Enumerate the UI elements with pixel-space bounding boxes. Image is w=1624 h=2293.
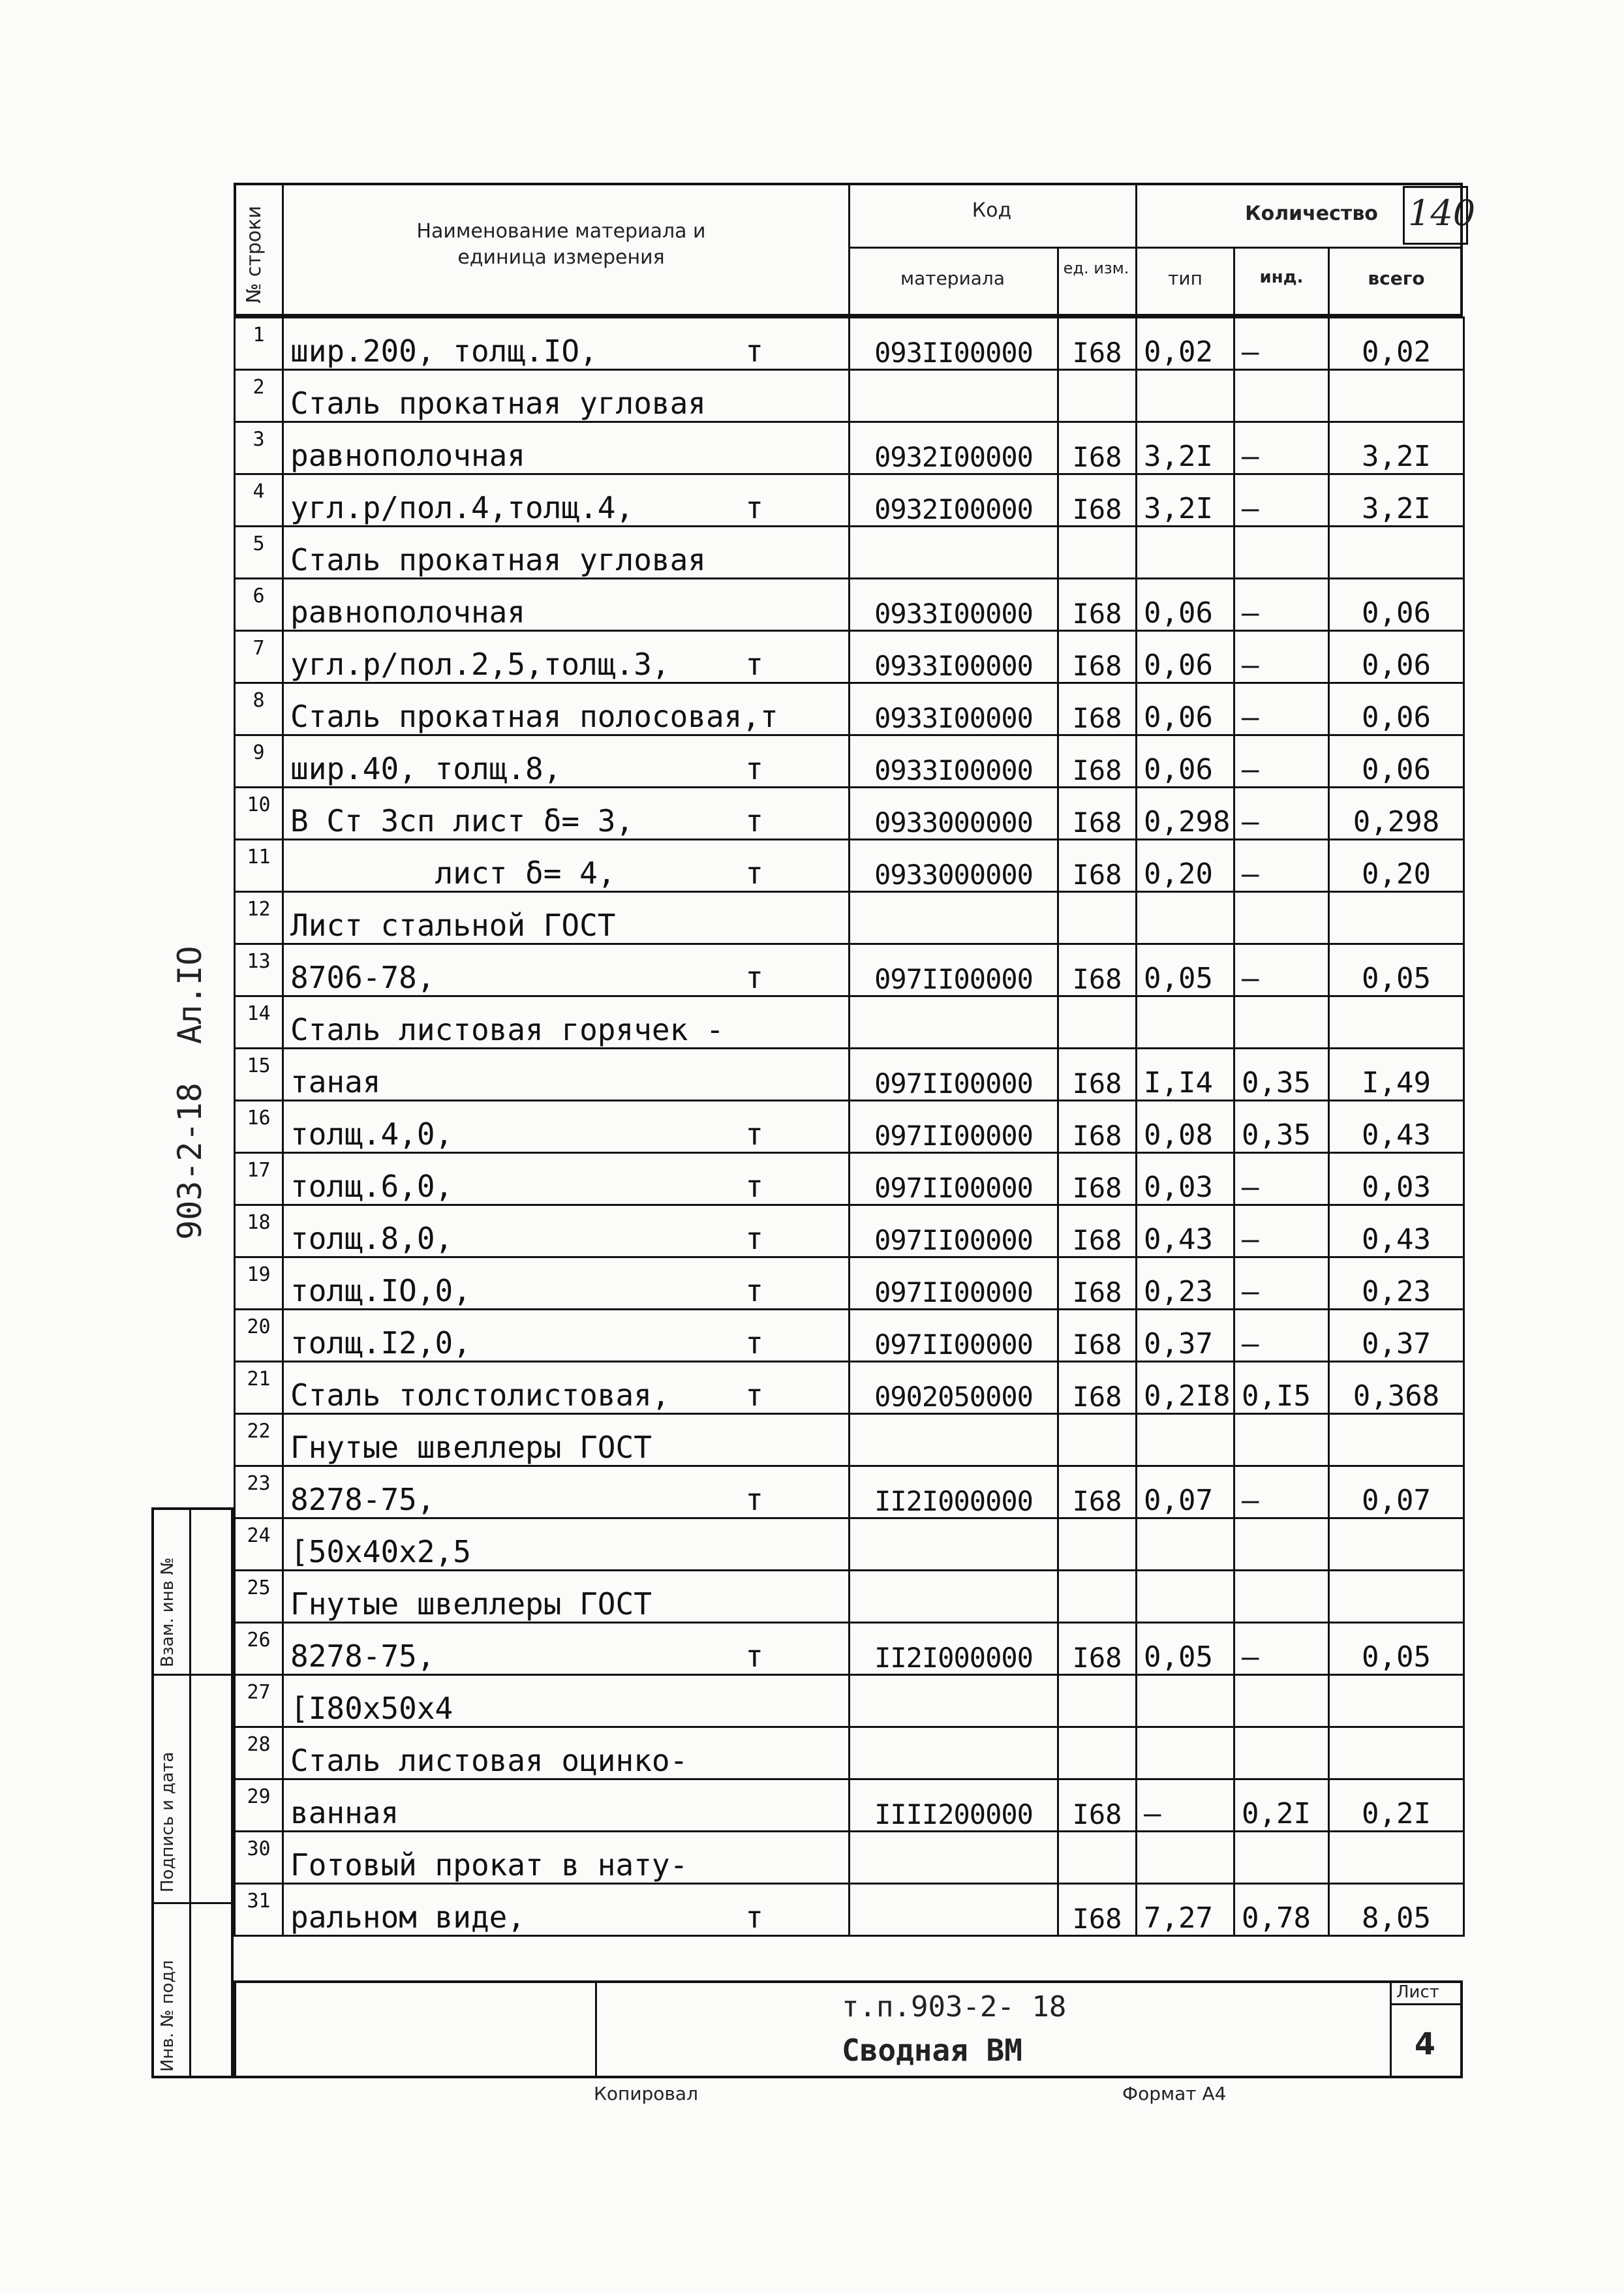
qty-type — [1137, 892, 1234, 944]
material-name: толщ.IO,0, т — [283, 1257, 850, 1310]
qty-type: 0,06 — [1137, 735, 1234, 788]
row-number: 14 — [235, 996, 283, 1049]
qty-total: 0,06 — [1329, 735, 1464, 788]
table-row — [235, 1310, 1464, 1362]
material-code: 097II00000 — [850, 1310, 1058, 1362]
qty-type: 0,08 — [1137, 1101, 1234, 1153]
table-row — [235, 1779, 1464, 1832]
qty-total: 0,02 — [1329, 318, 1464, 370]
row-number: 31 — [235, 1884, 283, 1936]
qty-indiv: – — [1234, 474, 1329, 527]
qty-indiv: 0,2I — [1234, 1779, 1329, 1832]
row-number: 20 — [235, 1310, 283, 1362]
unit-mark: т — [745, 1116, 763, 1152]
qty-type: 0,37 — [1137, 1310, 1234, 1362]
total-header: всего — [1368, 268, 1425, 289]
unit-code — [1058, 996, 1137, 1049]
qty-type: – — [1137, 1779, 1234, 1832]
qty-indiv — [1234, 1675, 1329, 1727]
material-code: 093II00000 — [850, 318, 1058, 370]
material-name: толщ.6,0, т — [283, 1153, 850, 1205]
unit-header: ед. изм. — [1063, 259, 1129, 277]
unit-code — [1058, 1518, 1137, 1571]
qty-type: 0,05 — [1137, 944, 1234, 996]
material-name: равнополочная — [283, 579, 850, 631]
inv-no-label: Инв. № подл — [158, 1960, 177, 2072]
quantity-header: Количество — [1245, 202, 1378, 225]
qty-type — [1137, 1832, 1234, 1884]
code-header: Код — [972, 199, 1012, 222]
material-code — [850, 892, 1058, 944]
row-number: 9 — [235, 735, 283, 788]
qty-indiv — [1234, 996, 1329, 1049]
qty-total: 0,20 — [1329, 840, 1464, 892]
unit-code: I68 — [1058, 474, 1137, 527]
row-number: 25 — [235, 1571, 283, 1623]
unit-mark: т — [745, 490, 763, 525]
qty-type — [1137, 1518, 1234, 1571]
row-number: 17 — [235, 1153, 283, 1205]
table-row — [235, 683, 1464, 735]
name-header: Наименование материала и единица измерения — [416, 220, 706, 269]
project-code: т.п.903-2- 18 — [842, 1990, 1067, 2024]
material-name: Сталь прокатная угловая — [283, 370, 850, 422]
material-code: II2I000000 — [850, 1466, 1058, 1518]
row-number: 6 — [235, 579, 283, 631]
format-label: Формат А4 — [1122, 2083, 1227, 2104]
material-name: Сталь листовая горячек - — [283, 996, 850, 1049]
material-name: равнополочная — [283, 422, 850, 474]
qty-total: 0,23 — [1329, 1257, 1464, 1310]
row-number: 3 — [235, 422, 283, 474]
table-row — [235, 840, 1464, 892]
row-number: 27 — [235, 1675, 283, 1727]
unit-mark: т — [745, 1221, 763, 1256]
row-number: 18 — [235, 1205, 283, 1257]
qty-indiv: 0,35 — [1234, 1049, 1329, 1101]
qty-indiv: – — [1234, 1257, 1329, 1310]
indiv-header: инд. — [1259, 268, 1304, 287]
qty-indiv: – — [1234, 631, 1329, 683]
row-number: 26 — [235, 1623, 283, 1675]
row-number: 12 — [235, 892, 283, 944]
row-number: 29 — [235, 1779, 283, 1832]
qty-type — [1137, 1675, 1234, 1727]
qty-indiv — [1234, 1571, 1329, 1623]
material-code: 0932I00000 — [850, 474, 1058, 527]
unit-mark: т — [745, 855, 763, 891]
table-row — [235, 1884, 1464, 1936]
material-code — [850, 996, 1058, 1049]
material-code — [850, 370, 1058, 422]
table-row — [235, 422, 1464, 474]
qty-type: 0,06 — [1137, 631, 1234, 683]
material-code: 097II00000 — [850, 1257, 1058, 1310]
doc-code-vertical: 903-2-18 — [171, 1083, 209, 1240]
qty-total: 0,05 — [1329, 1623, 1464, 1675]
qty-type: 3,2I — [1137, 422, 1234, 474]
material-code: 0933I00000 — [850, 579, 1058, 631]
unit-code: I68 — [1058, 1466, 1137, 1518]
row-number: 7 — [235, 631, 283, 683]
qty-indiv — [1234, 370, 1329, 422]
row-number-header: № строки — [243, 206, 266, 303]
qty-total — [1329, 1675, 1464, 1727]
material-name: Сталь толстолистовая, т — [283, 1362, 850, 1414]
material-code: 0933I00000 — [850, 631, 1058, 683]
table-row — [235, 579, 1464, 631]
qty-type: 3,2I — [1137, 474, 1234, 527]
qty-type — [1137, 1727, 1234, 1779]
material-name: Готовый прокат в нату- — [283, 1832, 850, 1884]
qty-indiv: – — [1234, 944, 1329, 996]
qty-total — [1329, 1571, 1464, 1623]
qty-total: 0,06 — [1329, 631, 1464, 683]
table-row — [235, 527, 1464, 579]
unit-code — [1058, 1727, 1137, 1779]
qty-type: 0,43 — [1137, 1205, 1234, 1257]
unit-mark: т — [745, 803, 763, 839]
row-number: 28 — [235, 1727, 283, 1779]
material-name: угл.р/пол.4,толщ.4, т — [283, 474, 850, 527]
material-code: 0933000000 — [850, 788, 1058, 840]
qty-total: 0,37 — [1329, 1310, 1464, 1362]
unit-code: I68 — [1058, 1101, 1137, 1153]
unit-code: I68 — [1058, 1257, 1137, 1310]
qty-total — [1329, 996, 1464, 1049]
material-code — [850, 1884, 1058, 1936]
material-code: II2I000000 — [850, 1623, 1058, 1675]
table-row — [235, 892, 1464, 944]
unit-code — [1058, 1675, 1137, 1727]
table-row — [235, 1727, 1464, 1779]
unit-mark: т — [745, 1377, 763, 1413]
table-row — [235, 1414, 1464, 1466]
qty-type: 0,02 — [1137, 318, 1234, 370]
qty-total: 0,07 — [1329, 1466, 1464, 1518]
qty-indiv: – — [1234, 735, 1329, 788]
material-name: таная — [283, 1049, 850, 1101]
qty-total: 0,368 — [1329, 1362, 1464, 1414]
material-name: В Ст 3сп лист δ= 3, т — [283, 788, 850, 840]
unit-code — [1058, 1414, 1137, 1466]
material-header: материала — [900, 268, 1005, 289]
row-number: 8 — [235, 683, 283, 735]
qty-indiv: 0,35 — [1234, 1101, 1329, 1153]
unit-code — [1058, 892, 1137, 944]
replace-inv-label: Взам. инв № — [158, 1557, 177, 1667]
qty-type — [1137, 1571, 1234, 1623]
material-code: 097II00000 — [850, 1205, 1058, 1257]
table-row — [235, 1571, 1464, 1623]
material-name: 8278-75, т — [283, 1466, 850, 1518]
unit-code: I68 — [1058, 1623, 1137, 1675]
unit-mark: т — [745, 1900, 763, 1935]
row-number: 4 — [235, 474, 283, 527]
material-code: 097II00000 — [850, 1153, 1058, 1205]
material-code — [850, 1832, 1058, 1884]
qty-type: 0,298 — [1137, 788, 1234, 840]
qty-indiv: – — [1234, 683, 1329, 735]
qty-total: I,49 — [1329, 1049, 1464, 1101]
qty-total: 0,06 — [1329, 683, 1464, 735]
table-row — [235, 1832, 1464, 1884]
material-name: толщ.I2,0, т — [283, 1310, 850, 1362]
unit-mark: т — [745, 1325, 763, 1361]
unit-code: I68 — [1058, 1310, 1137, 1362]
qty-type: 0,03 — [1137, 1153, 1234, 1205]
qty-total: 3,2I — [1329, 422, 1464, 474]
row-number: 30 — [235, 1832, 283, 1884]
material-name: Сталь прокатная угловая — [283, 527, 850, 579]
sheet-number: 4 — [1415, 2026, 1436, 2061]
material-code — [850, 1414, 1058, 1466]
unit-code: I68 — [1058, 318, 1137, 370]
material-code — [850, 1518, 1058, 1571]
qty-total: 0,2I — [1329, 1779, 1464, 1832]
qty-indiv: – — [1234, 1153, 1329, 1205]
qty-total: 0,06 — [1329, 579, 1464, 631]
qty-indiv — [1234, 1727, 1329, 1779]
page-number: 140 — [1408, 192, 1476, 234]
table-row — [235, 996, 1464, 1049]
unit-code: I68 — [1058, 1205, 1137, 1257]
qty-indiv — [1234, 1518, 1329, 1571]
unit-code: I68 — [1058, 683, 1137, 735]
material-name: Сталь листовая оцинко- — [283, 1727, 850, 1779]
qty-indiv — [1234, 1832, 1329, 1884]
material-name: угл.р/пол.2,5,толщ.3, т — [283, 631, 850, 683]
unit-code — [1058, 1571, 1137, 1623]
qty-total: 0,05 — [1329, 944, 1464, 996]
qty-indiv — [1234, 1414, 1329, 1466]
material-code: 0933I00000 — [850, 683, 1058, 735]
qty-total: 0,298 — [1329, 788, 1464, 840]
material-name: Гнутые швеллеры ГОСТ — [283, 1414, 850, 1466]
table-row — [235, 1623, 1464, 1675]
qty-indiv: 0,I5 — [1234, 1362, 1329, 1414]
qty-total — [1329, 370, 1464, 422]
qty-indiv: – — [1234, 1466, 1329, 1518]
table-row — [235, 474, 1464, 527]
qty-type: 0,06 — [1137, 683, 1234, 735]
table-row — [235, 1518, 1464, 1571]
material-name: Сталь прокатная полосовая,т — [283, 683, 850, 735]
copied-label: Копировал — [594, 2083, 698, 2104]
material-name: Лист стальной ГОСТ — [283, 892, 850, 944]
material-code: IIII200000 — [850, 1779, 1058, 1832]
qty-type: 0,23 — [1137, 1257, 1234, 1310]
material-name: ванная — [283, 1779, 850, 1832]
qty-type: 0,2I8 — [1137, 1362, 1234, 1414]
table-row — [235, 631, 1464, 683]
row-number: 24 — [235, 1518, 283, 1571]
unit-mark: т — [745, 1482, 763, 1517]
material-name: шир.200, толщ.IO, т — [283, 318, 850, 370]
material-name: 8706-78, т — [283, 944, 850, 996]
material-name: [I80x50x4 — [283, 1675, 850, 1727]
qty-indiv: – — [1234, 1205, 1329, 1257]
unit-code: I68 — [1058, 1049, 1137, 1101]
material-code: 097II00000 — [850, 1101, 1058, 1153]
qty-type: 0,05 — [1137, 1623, 1234, 1675]
qty-indiv — [1234, 892, 1329, 944]
table-row — [235, 944, 1464, 996]
row-number: 1 — [235, 318, 283, 370]
qty-type — [1137, 1414, 1234, 1466]
material-code: 0932I00000 — [850, 422, 1058, 474]
material-code: 0933000000 — [850, 840, 1058, 892]
unit-code: I68 — [1058, 1779, 1137, 1832]
unit-code: I68 — [1058, 1884, 1137, 1936]
row-number: 5 — [235, 527, 283, 579]
table-row — [235, 1466, 1464, 1518]
qty-total — [1329, 1518, 1464, 1571]
unit-code: I68 — [1058, 631, 1137, 683]
unit-mark: т — [745, 647, 763, 682]
qty-total: 0,03 — [1329, 1153, 1464, 1205]
material-name: Гнутые швеллеры ГОСТ — [283, 1571, 850, 1623]
table-row — [235, 1257, 1464, 1310]
qty-indiv: – — [1234, 579, 1329, 631]
qty-type: 0,20 — [1137, 840, 1234, 892]
material-code — [850, 1727, 1058, 1779]
qty-indiv: – — [1234, 422, 1329, 474]
row-number: 15 — [235, 1049, 283, 1101]
material-code: 097II00000 — [850, 944, 1058, 996]
qty-indiv: – — [1234, 1623, 1329, 1675]
qty-total — [1329, 1414, 1464, 1466]
material-name: ральном виде, т — [283, 1884, 850, 1936]
qty-type: 0,06 — [1137, 579, 1234, 631]
unit-mark: т — [745, 960, 763, 995]
qty-indiv: – — [1234, 840, 1329, 892]
table-row — [235, 1675, 1464, 1727]
qty-indiv: – — [1234, 318, 1329, 370]
qty-total: 8,05 — [1329, 1884, 1464, 1936]
qty-indiv — [1234, 527, 1329, 579]
row-number: 21 — [235, 1362, 283, 1414]
qty-type: 0,07 — [1137, 1466, 1234, 1518]
qty-total — [1329, 1832, 1464, 1884]
material-name: лист δ= 4, т — [283, 840, 850, 892]
unit-mark: т — [745, 1273, 763, 1308]
qty-type — [1137, 996, 1234, 1049]
qty-total — [1329, 527, 1464, 579]
qty-type: 7,27 — [1137, 1884, 1234, 1936]
table-row — [235, 735, 1464, 788]
unit-code — [1058, 1832, 1137, 1884]
unit-code: I68 — [1058, 1153, 1137, 1205]
table-row — [235, 1101, 1464, 1153]
spec-table — [234, 316, 1465, 1937]
material-code: 0933I00000 — [850, 735, 1058, 788]
table-row — [235, 1205, 1464, 1257]
unit-code: I68 — [1058, 788, 1137, 840]
material-code: 0902050000 — [850, 1362, 1058, 1414]
material-name: шир.40, толщ.8, т — [283, 735, 850, 788]
row-number: 2 — [235, 370, 283, 422]
unit-code: I68 — [1058, 735, 1137, 788]
qty-total: 0,43 — [1329, 1205, 1464, 1257]
table-row — [235, 1049, 1464, 1101]
qty-type: I,I4 — [1137, 1049, 1234, 1101]
qty-indiv: 0,78 — [1234, 1884, 1329, 1936]
qty-total: 3,2I — [1329, 474, 1464, 527]
material-name: толщ.4,0, т — [283, 1101, 850, 1153]
qty-type — [1137, 370, 1234, 422]
material-name: [50x40x2,5 — [283, 1518, 850, 1571]
unit-code — [1058, 527, 1137, 579]
material-code — [850, 1675, 1058, 1727]
unit-mark: т — [745, 751, 763, 786]
material-code: 097II00000 — [850, 1049, 1058, 1101]
row-number: 13 — [235, 944, 283, 996]
document-title: Сводная ВМ — [842, 2033, 1022, 2068]
unit-mark: т — [745, 1639, 763, 1674]
unit-mark: т — [745, 333, 763, 369]
row-number: 23 — [235, 1466, 283, 1518]
qty-indiv: – — [1234, 1310, 1329, 1362]
unit-code: I68 — [1058, 944, 1137, 996]
table-row — [235, 318, 1464, 370]
table-row — [235, 1153, 1464, 1205]
qty-total — [1329, 1727, 1464, 1779]
unit-code — [1058, 370, 1137, 422]
sheet-label: Лист — [1396, 1982, 1439, 2002]
row-number: 19 — [235, 1257, 283, 1310]
material-name: толщ.8,0, т — [283, 1205, 850, 1257]
unit-code: I68 — [1058, 1362, 1137, 1414]
sign-date-label: Подпись и дата — [158, 1751, 177, 1892]
row-number: 11 — [235, 840, 283, 892]
qty-total — [1329, 892, 1464, 944]
unit-code: I68 — [1058, 840, 1137, 892]
row-number: 10 — [235, 788, 283, 840]
table-row — [235, 1362, 1464, 1414]
material-name: 8278-75, т — [283, 1623, 850, 1675]
qty-total: 0,43 — [1329, 1101, 1464, 1153]
unit-code: I68 — [1058, 422, 1137, 474]
table-row — [235, 788, 1464, 840]
table-row — [235, 370, 1464, 422]
material-code — [850, 527, 1058, 579]
unit-mark: т — [745, 1169, 763, 1204]
unit-code: I68 — [1058, 579, 1137, 631]
qty-type — [1137, 527, 1234, 579]
album-vertical: Ал.IO — [171, 946, 209, 1044]
type-header: тип — [1168, 268, 1203, 289]
qty-indiv: – — [1234, 788, 1329, 840]
material-code — [850, 1571, 1058, 1623]
row-number: 16 — [235, 1101, 283, 1153]
row-number: 22 — [235, 1414, 283, 1466]
